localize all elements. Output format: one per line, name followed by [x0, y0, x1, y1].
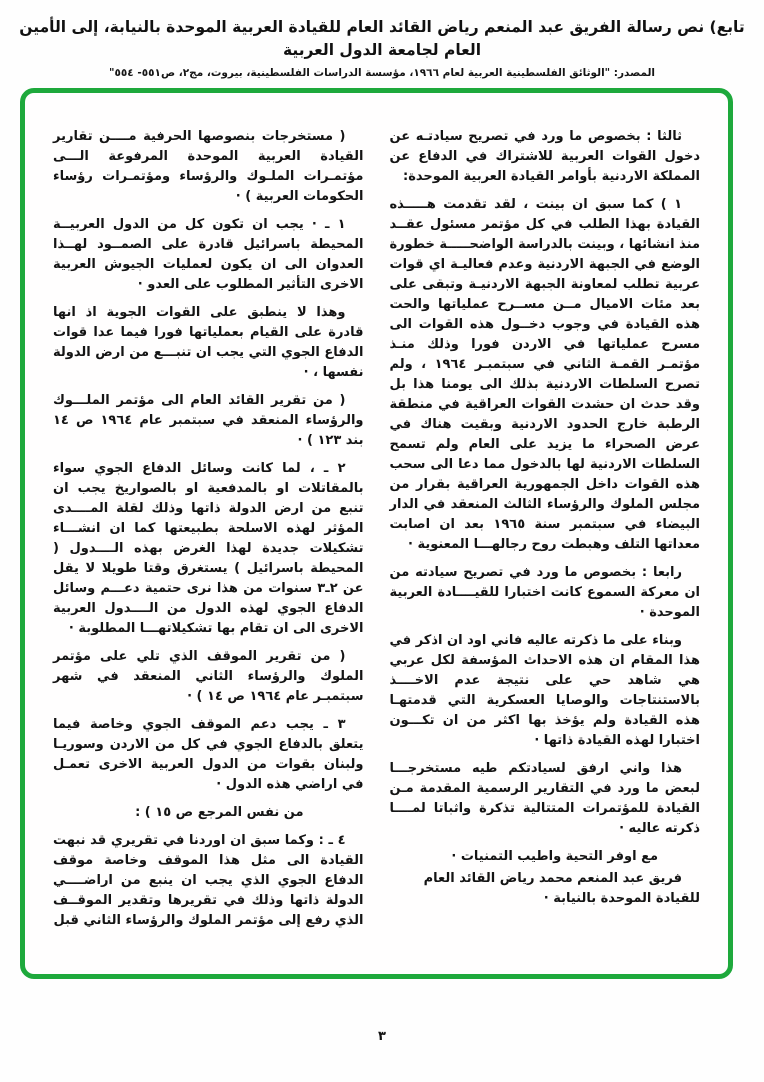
paragraph: وبناء على ما ذكرته عاليه فاني اود ان اذكر في هذا المقام ان هذه الاحداث المؤسفة لكل عربي هي شاهد حي على نتيجة عدم الاخــــذ بالاستنتاجات والوصايا العسكرية التي قدمتهـا هذه القيادة ولم يؤخذ بها اكثر من ان تكـــون اختبارا لهذه القيادة ذاتها ·: [389, 633, 700, 748]
paragraph: ثالثا : بخصوص ما ورد في تصريح سيادتـه عن دخول القوات العربية للاشتراك في الدفاع عن المملكة الاردنية بأوامر القيادة العربية الموحدة:: [389, 129, 700, 184]
page-header-title: تابع) نص رسالة الفريق عبد المنعم رياض القائد العام للقيادة العربية الموحدة بالنيابة، إلى الأمين العام لجامعة الدول العربية: [19, 18, 745, 60]
page-header: [0, 16, 764, 79]
page-number: ٣: [378, 1029, 386, 1044]
paragraph: ٤ ـ : وكما سبق ان اوردنا في تقريري قد نبهت القيادة الى مثل هذا الموقف وخاصة موقف الدفاع الجوي الذي يجب ان ينبع من اراضــــي الدولة ذاتها وذلك في تقريرها وتقدير الموقــف الذي رفع إلى مؤتمر الملوك والرؤساء الثاني قبل: [53, 833, 364, 928]
paragraph: وهذا لا ينطبق على القوات الجوية اذ انها قادرة على القيام بعملياتها فورا فيما عدا قوات الدفاع الجوي التي يجب ان تنبـــع من ارض الدولة نفسها ، ·: [53, 305, 364, 380]
reference-note: ( من تقرير القائد العام الى مؤتمر الملـــوك والرؤساء المنعقد في سبتمبر عام ١٩٦٤ ص ١٤ بند ١٢٣ ) ·: [53, 393, 364, 448]
paragraph: ١ ) كما سبق ان بينت ، لقد تقدمت هـــــذه القيادة بهذا الطلب في كل مؤتمر مسئول عقــد منذ انشائها ، وبينت بالدراسة الواضحـــــة خطورة الوضع في الجبهة الاردنية وعدم فعاليـة اي قوات عربية تطلب لمعاونة الجبهة الاردنيـة وتبقى على بعد مئات الاميال مــن مســرح عملياتها والحت هذه القيادة في وجوب دخــول هذه القوات الى مسرح عملياتها في الاردن فورا وذلك منـذ مؤتمـر القمـة الثاني في سبتمبـر ١٩٦٤ ، ولم تصرح السلطات الاردنية بذلك الى يومنا هذا بل وقد حدث ان حشدت القوات العراقية في منطقة الرطبة خارج الحدود الاردنية وبقيت هناك في عرض الصحراء ما يزيد على العام ولم تسمح السلطات الاردنية لها بالدخول مما دعا الى سحب هذه القوات داخل الجمهورية العراقية بقرار من مجلس الملوك والرؤساء الثالث المنعقد في الدار البيضاء في سبتمبر سنة ١٩٦٥ بعد ان اصابت معداتها التلف وهبطت روح رجالهـــا المعنوية ·: [389, 197, 700, 552]
paragraph: ( مستخرجات بنصوصها الحرفية مــــن تقارير القيادة العربية الموحدة المرفوعة الـــى مؤتمـرات الملـوك والرؤساء ومؤتمـرات رؤساء الحكومات العربية ) ·: [53, 129, 364, 204]
column-left: [53, 127, 364, 939]
document-columns: [25, 93, 728, 939]
paragraph: ١ ـ · يجب ان تكون كل من الدول العربيــة المحيطة باسرائيل قادرة على الصمــود لهــذا العدوان الى ان يكون لعمليات الجيوش العربية الاخرى التأثير المطلوب على العدو ·: [53, 217, 364, 292]
page-header-source: المصدر: "الوثائق الفلسطينية العربية لعام ١٩٦٦، مؤسسة الدراسات الفلسطينية، بيروت، مج٢، ص٥٥١- ٥٥٤": [108, 66, 656, 79]
paragraph: ٢ ـ ، لما كانت وسائل الدفاع الجوي سواء بالمقاتلات او بالمدفعية او بالصواريخ يجب ان تنبع من ارض الدولة ذاتها وذلك لقلة المــــدى المؤثر لهذه الاسلحة بطبيعتها كما ان انشـــاء تشكيلات جديدة لهذا الغرض بهذه الــــدول ( المحيطة باسرائيل ) يستغرق وقتا طويلا لا يقل عن ٢ـ٣ سنوات من هذا نرى حتمية دعـــم وسائل الدفاع الجوي لهذه الدول من الــــدول العربية الاخرى الى ان تقام بها تشكيلاتهـــا المطلوبة ·: [53, 461, 364, 636]
reference-note: ( من تقرير الموقف الذي تلي على مؤتمر الملوك والرؤساء الثاني المنعقد في شهر سبتمبـر عام ١٩٦٤ ص ١٤ ) ·: [53, 649, 364, 704]
column-right: [390, 127, 701, 939]
document-frame: [20, 88, 733, 979]
paragraph: رابعا : بخصوص ما ورد في تصريح سيادته من ان معركة السموع كانت اختبارا للقيــــادة العربية الموحدة ·: [389, 565, 700, 620]
paragraph: ٣ ـ يجب دعم الموقف الجوي وخاصة فيما يتعلق بالدفاع الجوي في كل من الاردن وسوريـا ولبنان بقوات من الدول العربية الاخرى تعمـل في اراضي هذه الدول ·: [53, 717, 364, 792]
closing-salutation: مع اوفر التحية واطيب التمنيات ·: [451, 849, 658, 864]
reference-note: من نفس المرجع ص ١٥ ) :: [135, 805, 304, 820]
paragraph: هذا واني ارفق لسيادتكم طيه مستخرجـــا لبعض ما ورد في التقارير الرسمية المقدمة مـن القيادة للمؤتمرات المتتالية تذكرة واثباتا لمــــا ذكرته عاليه ·: [389, 761, 700, 836]
signature-block: فريق عبد المنعم محمد رياض القائد العام للقيادة الموحدة بالنيابة ·: [423, 871, 700, 906]
